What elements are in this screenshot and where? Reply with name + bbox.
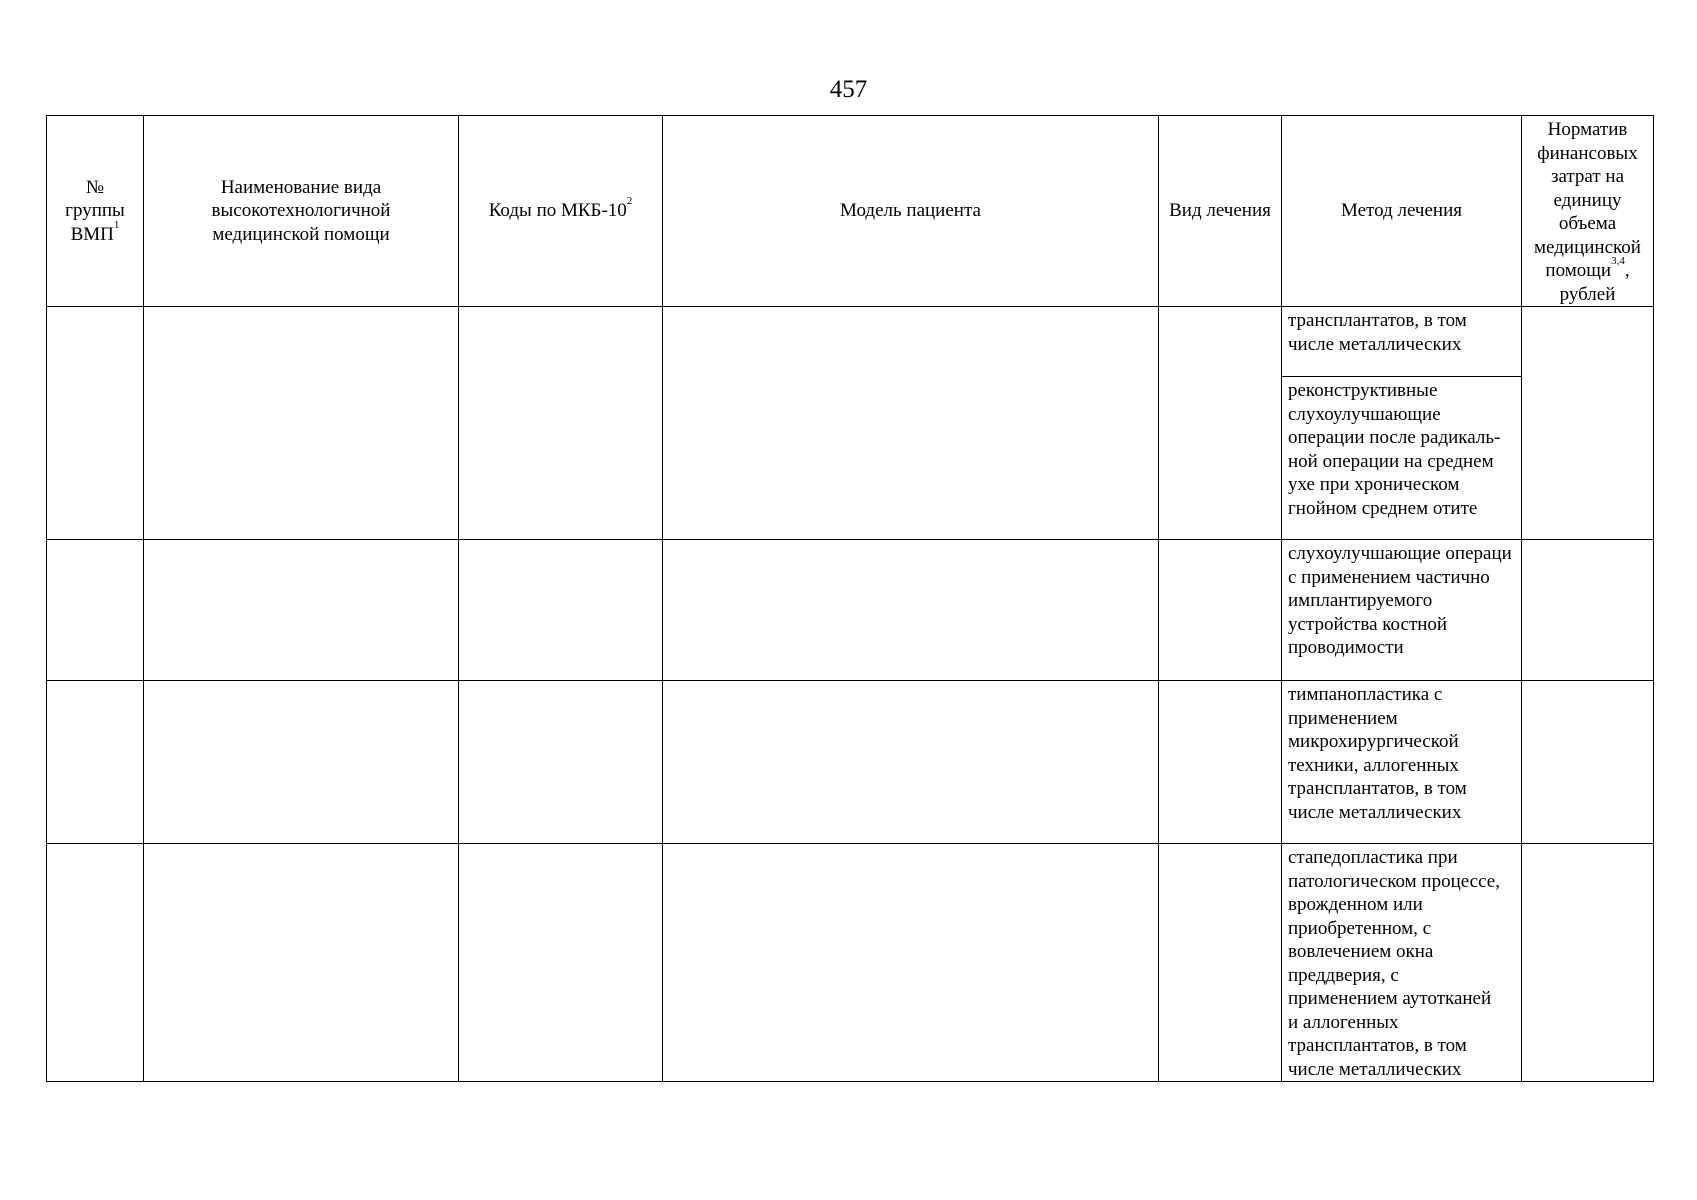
footnote-marker: 3,4 [1611, 255, 1625, 267]
method-line: патологическом процессе, [1288, 870, 1500, 892]
cell-group-number [47, 844, 144, 1082]
method-line: гнойном среднем отите [1288, 497, 1478, 519]
method-line: слухоулучшающие операци [1288, 543, 1512, 564]
medical-care-table [46, 115, 1654, 1082]
header-care-type [144, 116, 459, 307]
method-line: ной операции на среднем [1288, 450, 1494, 472]
cell-icd-codes [459, 307, 663, 540]
cell-cost-norm [1522, 540, 1654, 681]
header-treatment-type-label: Вид лечения [1169, 200, 1271, 222]
header-care-type-line: высокотехнологичной [211, 200, 391, 222]
table-row [47, 681, 1654, 844]
page-number: 457 [829, 76, 868, 103]
header-treatment-method [1282, 116, 1522, 307]
cell-patient-model [663, 540, 1159, 681]
header-icd-codes-label: Коды по МКБ-10 [488, 200, 627, 222]
method-line: операции после радикаль- [1288, 427, 1501, 448]
cell-patient-model [663, 307, 1159, 540]
method-line: проводимости [1288, 637, 1404, 658]
method-line: с применением частично [1288, 566, 1490, 588]
header-cost-norm-line: Норматив [1547, 119, 1628, 140]
cell-cost-norm [1522, 307, 1654, 540]
method-line: реконструктивные [1288, 380, 1438, 401]
cell-treatment-method [1282, 844, 1522, 1082]
table-row [47, 540, 1654, 681]
cell-treatment-type [1159, 307, 1282, 540]
cell-icd-codes [459, 844, 663, 1082]
header-cost-norm-line: помощи [1545, 260, 1612, 281]
method-line: микрохирургической [1288, 731, 1459, 752]
method-line: преддверия, с [1288, 964, 1399, 986]
method-line: трансплантатов, в том [1288, 1035, 1467, 1056]
method-line: ухе при хроническом [1288, 474, 1460, 495]
header-cost-norm-line: рублей [1559, 283, 1616, 305]
footnote-marker: 2 [626, 195, 633, 208]
cell-treatment-method [1282, 540, 1522, 681]
method-line: применением аутотканей [1288, 988, 1492, 1009]
cell-treatment-type [1159, 844, 1282, 1082]
method-line: тимпанопластика с [1288, 684, 1443, 705]
cell-icd-codes [459, 540, 663, 681]
method-line: имплантируемого [1288, 590, 1433, 611]
table-row [47, 844, 1654, 1082]
cell-icd-codes [459, 681, 663, 844]
cell-treatment-type [1159, 681, 1282, 844]
header-group-number-line: ВМП [70, 223, 114, 245]
cell-treatment-method [1282, 307, 1522, 540]
cell-cost-norm [1522, 844, 1654, 1082]
header-group-number-line: № [85, 176, 105, 198]
method-subcell [1282, 377, 1521, 520]
header-patient-model [663, 116, 1159, 307]
header-care-type-line: Наименование вида [220, 176, 382, 198]
method-line: трансплантатов, в том [1288, 310, 1467, 331]
header-cost-norm-line: объема [1558, 213, 1617, 234]
method-line: техники, аллогенных [1288, 754, 1459, 776]
table-header-row [47, 116, 1654, 307]
cell-care-type [144, 307, 459, 540]
method-line: трансплантатов, в том [1288, 778, 1467, 799]
header-icd-codes [459, 116, 663, 307]
method-subcell [1282, 307, 1521, 377]
header-cost-norm-comma: , [1624, 260, 1630, 281]
header-cost-norm-line: медицинской [1534, 236, 1641, 258]
method-line: применением [1288, 707, 1398, 729]
header-group-number [47, 116, 144, 307]
method-line: числе металлических [1288, 1058, 1462, 1080]
cell-group-number [47, 307, 144, 540]
cell-group-number [47, 681, 144, 844]
cell-treatment-type [1159, 540, 1282, 681]
method-line: числе металлических [1288, 333, 1462, 355]
header-treatment-type [1159, 116, 1282, 307]
method-line: вовлечением окна [1288, 941, 1434, 962]
header-treatment-method-label: Метод лечения [1340, 200, 1462, 222]
header-group-number-line: группы [65, 200, 125, 222]
header-cost-norm [1522, 116, 1654, 307]
method-line: стапедопластика при [1288, 847, 1458, 868]
method-line: и аллогенных [1288, 1011, 1399, 1033]
cell-care-type [144, 540, 459, 681]
method-line: устройства костной [1288, 613, 1448, 635]
cell-patient-model [663, 681, 1159, 844]
method-line: врожденном или [1288, 894, 1423, 915]
header-cost-norm-line: затрат на [1550, 166, 1625, 187]
footnote-marker: 1 [113, 218, 120, 231]
cell-treatment-method [1282, 681, 1522, 844]
header-patient-model-label: Модель пациента [840, 200, 981, 222]
cell-care-type [144, 844, 459, 1082]
cell-care-type [144, 681, 459, 844]
method-line: числе металлических [1288, 801, 1462, 823]
header-cost-norm-line: финансовых [1537, 142, 1638, 164]
cell-group-number [47, 540, 144, 681]
method-line: приобретенном, с [1288, 917, 1432, 939]
cell-patient-model [663, 844, 1159, 1082]
method-line: слухоулучшающие [1288, 403, 1441, 425]
header-care-type-line: медицинской помощи [212, 223, 390, 245]
cell-cost-norm [1522, 681, 1654, 844]
header-cost-norm-line: единицу [1553, 189, 1622, 211]
table-row [47, 307, 1654, 540]
